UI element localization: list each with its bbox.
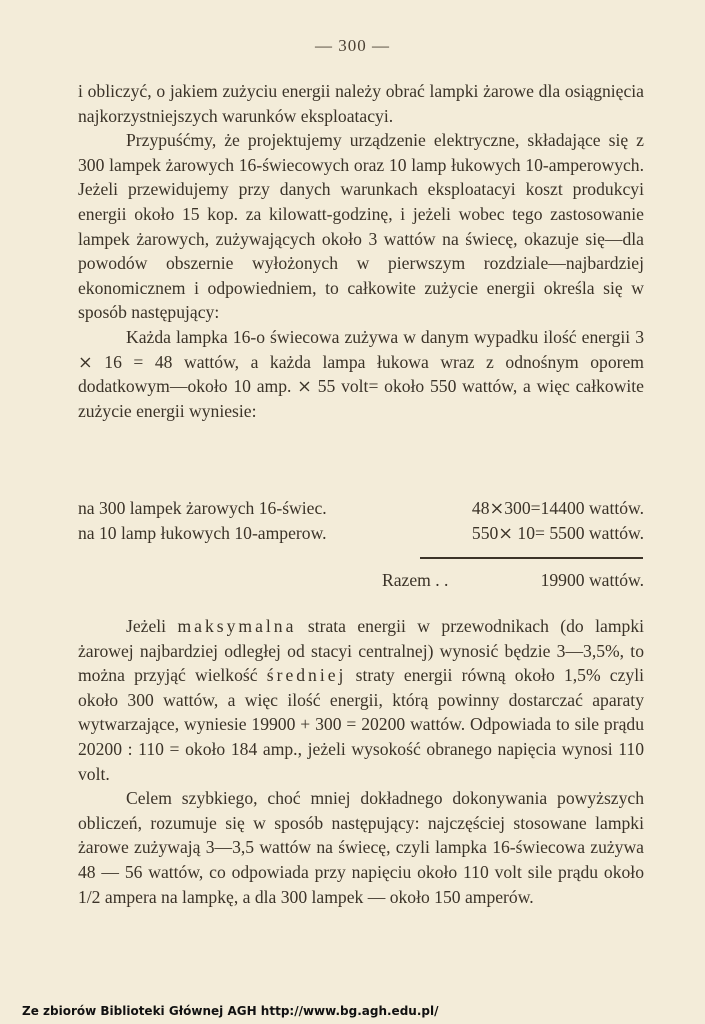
total-value: 19900 wattów. — [540, 570, 644, 590]
text-block-bottom — [78, 614, 644, 909]
calc-row-label: na 300 lampek żarowych 16-świec. — [78, 498, 327, 518]
total-label: Razem . . — [382, 570, 449, 590]
text-block-top — [78, 79, 644, 423]
paragraph-3: Każda lampka 16-o świecowa zużywa w danym wypadku ilość energii 3 ⨯ 16 = 48 wattów, a każda lampa łukowa wraz z odnośnym oporem dodatkowym—około 10 amp. ⨯ 55 volt= około 550 wattów, a więc całkowite zużycie energii wyniesie: — [78, 326, 644, 421]
paragraph-4-rest: strata energii w przewodnikach (do lampki żarowej najbardziej odległej od stacyi centralnej) wynosić będzie 3—3,5%, to można przyjąć wielkość — [78, 616, 645, 686]
calc-row-formula: 550⨯ 10= 5500 wattów. — [471, 522, 644, 543]
paragraph-4-lead: Jeżeli — [126, 616, 167, 636]
page-number: — 300 — — [315, 36, 390, 55]
paragraph-1: i obliczyć, o jakiem zużyciu energii należy obrać lampki żarowe dla osiągnięcia najkorzystniejszych warunków eksploatacyi. — [78, 81, 644, 126]
calc-row-formula: 48⨯300=14400 wattów. — [471, 498, 644, 518]
paragraph-5: Celem szybkiego, choć mniej dokładnego dokonywania powyższych obliczeń, rozumuje się w sposób następujący: najczęściej stosowane lampki żarowe zużywają 3—3,5 wattów na świecę, czyli lampka 16-świecowa zużywa 48 — 56 wattów, co odpowiada przy napięciu około 110 volt sile prądu około 1/2 ampera na lampkę, a dla 300 lampek — około 150 amperów. — [78, 788, 644, 907]
library-footer: Ze zbiorów Biblioteki Głównej AGH http://www.bg.agh.edu.pl/ — [22, 1004, 439, 1018]
calc-row-incandescent — [78, 496, 644, 521]
paragraph-2: Przypuśćmy, że projektujemy urządzenie elektryczne, składające się z 300 lampek żarowych 16-świecowych oraz 10 lamp łukowych 10-amperowych. Jeżeli przewidujemy przy danych warunkach eksploatacyi koszt produkcyi energii około 15 kop. za kilowatt-godzinę, i jeżeli wobec tego zastosowanie lampek żarowych, zużywających około 3 wattów na świecę, okazuje się—dla powodów obszernie wyłożonych w pierwszym rozdziale—najbardziej ekonomicznem i odpowiedniem, to całkowite zużycie energii określa się w sposób następujący: — [78, 130, 644, 323]
sum-rule — [420, 557, 643, 559]
paragraph-4-end: straty energii równą około 1,5% czyli około 300 wattów, a więc ilość energii, którą powinny dostarczać aparaty wytwarzające, wyniesie 19900 + 300 = 20200 wattów. Odpowiada to sile prądu 20200 : 110 = około 184 amp., jeżeli wysokość obranego napięcia wynosi 110 volt. — [78, 665, 645, 784]
paragraph-4-spaced: maksymalna — [177, 616, 297, 636]
calc-total — [382, 570, 644, 591]
paragraph-4 — [78, 614, 644, 786]
calc-row-label: na 10 lamp łukowych 10-amperow. — [78, 522, 327, 543]
paragraph-4-spaced-2: średniej — [266, 665, 347, 686]
calc-row-arc — [78, 521, 644, 546]
calculation-table — [78, 496, 644, 545]
